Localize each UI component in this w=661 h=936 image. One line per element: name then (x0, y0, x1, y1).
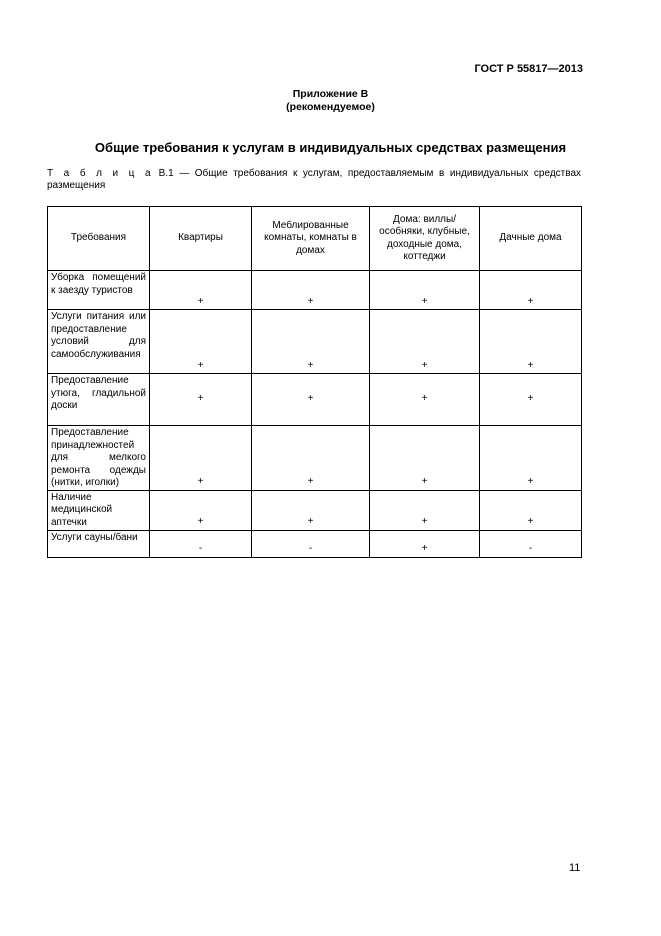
value-cell: + (150, 374, 252, 426)
table-row (48, 490, 582, 530)
table-row (48, 426, 582, 491)
table-row (48, 271, 582, 310)
value-cell: + (480, 271, 582, 310)
value-cell: + (370, 271, 480, 310)
value-cell: + (370, 310, 480, 374)
value-cell: + (150, 271, 252, 310)
value-cell: + (480, 426, 582, 491)
requirement-cell: Предоставление утюга, гладильной доски (48, 374, 150, 426)
value-cell: + (370, 490, 480, 530)
table-header-row (48, 207, 582, 271)
requirement-cell: Наличие медицинской аптечки (48, 490, 150, 530)
appendix-subtitle: (рекомендуемое) (286, 101, 375, 113)
value-cell: + (480, 310, 582, 374)
column-header-furnished-rooms: Меблированные комнаты, комнаты в домах (252, 207, 370, 271)
value-cell: - (252, 530, 370, 557)
value-cell: + (252, 426, 370, 491)
requirements-table (47, 206, 582, 558)
value-cell: + (252, 374, 370, 426)
column-header-apartments: Квартиры (150, 207, 252, 271)
value-cell: + (370, 374, 480, 426)
value-cell: + (150, 310, 252, 374)
value-cell: + (252, 271, 370, 310)
appendix-block (0, 88, 661, 114)
value-cell: + (480, 490, 582, 530)
requirement-cell: Предоставление принадлежностей для мелкого ремонта одежды (нитки, иголки) (48, 426, 150, 491)
column-header-requirements: Требования (48, 207, 150, 271)
value-cell: + (252, 310, 370, 374)
value-cell: + (370, 530, 480, 557)
table-row (48, 530, 582, 557)
value-cell: + (252, 490, 370, 530)
requirement-cell: Услуги сауны/бани (48, 530, 150, 557)
value-cell: + (150, 490, 252, 530)
value-cell: - (150, 530, 252, 557)
value-cell: - (480, 530, 582, 557)
table-row (48, 374, 582, 426)
document-code: ГОСТ Р 55817—2013 (474, 63, 583, 75)
value-cell: + (150, 426, 252, 491)
table-caption-label: Т а б л и ц а (47, 168, 154, 179)
table-row (48, 310, 582, 374)
column-header-houses: Дома: виллы/особняки, клубные, доходные дома, коттеджи (370, 207, 480, 271)
value-cell: + (370, 426, 480, 491)
requirement-cell: Уборка помещений к заезду туристов (48, 271, 150, 310)
value-cell: + (480, 374, 582, 426)
section-heading: Общие требования к услугам в индивидуальных средствах размещения (94, 140, 567, 155)
page-number: 11 (569, 862, 581, 874)
column-header-dachas: Дачные дома (480, 207, 582, 271)
table-caption-text: В.1 — Общие требования к услугам, предоставляемым в индивидуальных средствах размещения (47, 168, 582, 191)
appendix-title: Приложение В (292, 88, 369, 100)
requirement-cell: Услуги питания или предоставление условий для самообслуживания (48, 310, 150, 374)
table-caption (47, 168, 581, 192)
